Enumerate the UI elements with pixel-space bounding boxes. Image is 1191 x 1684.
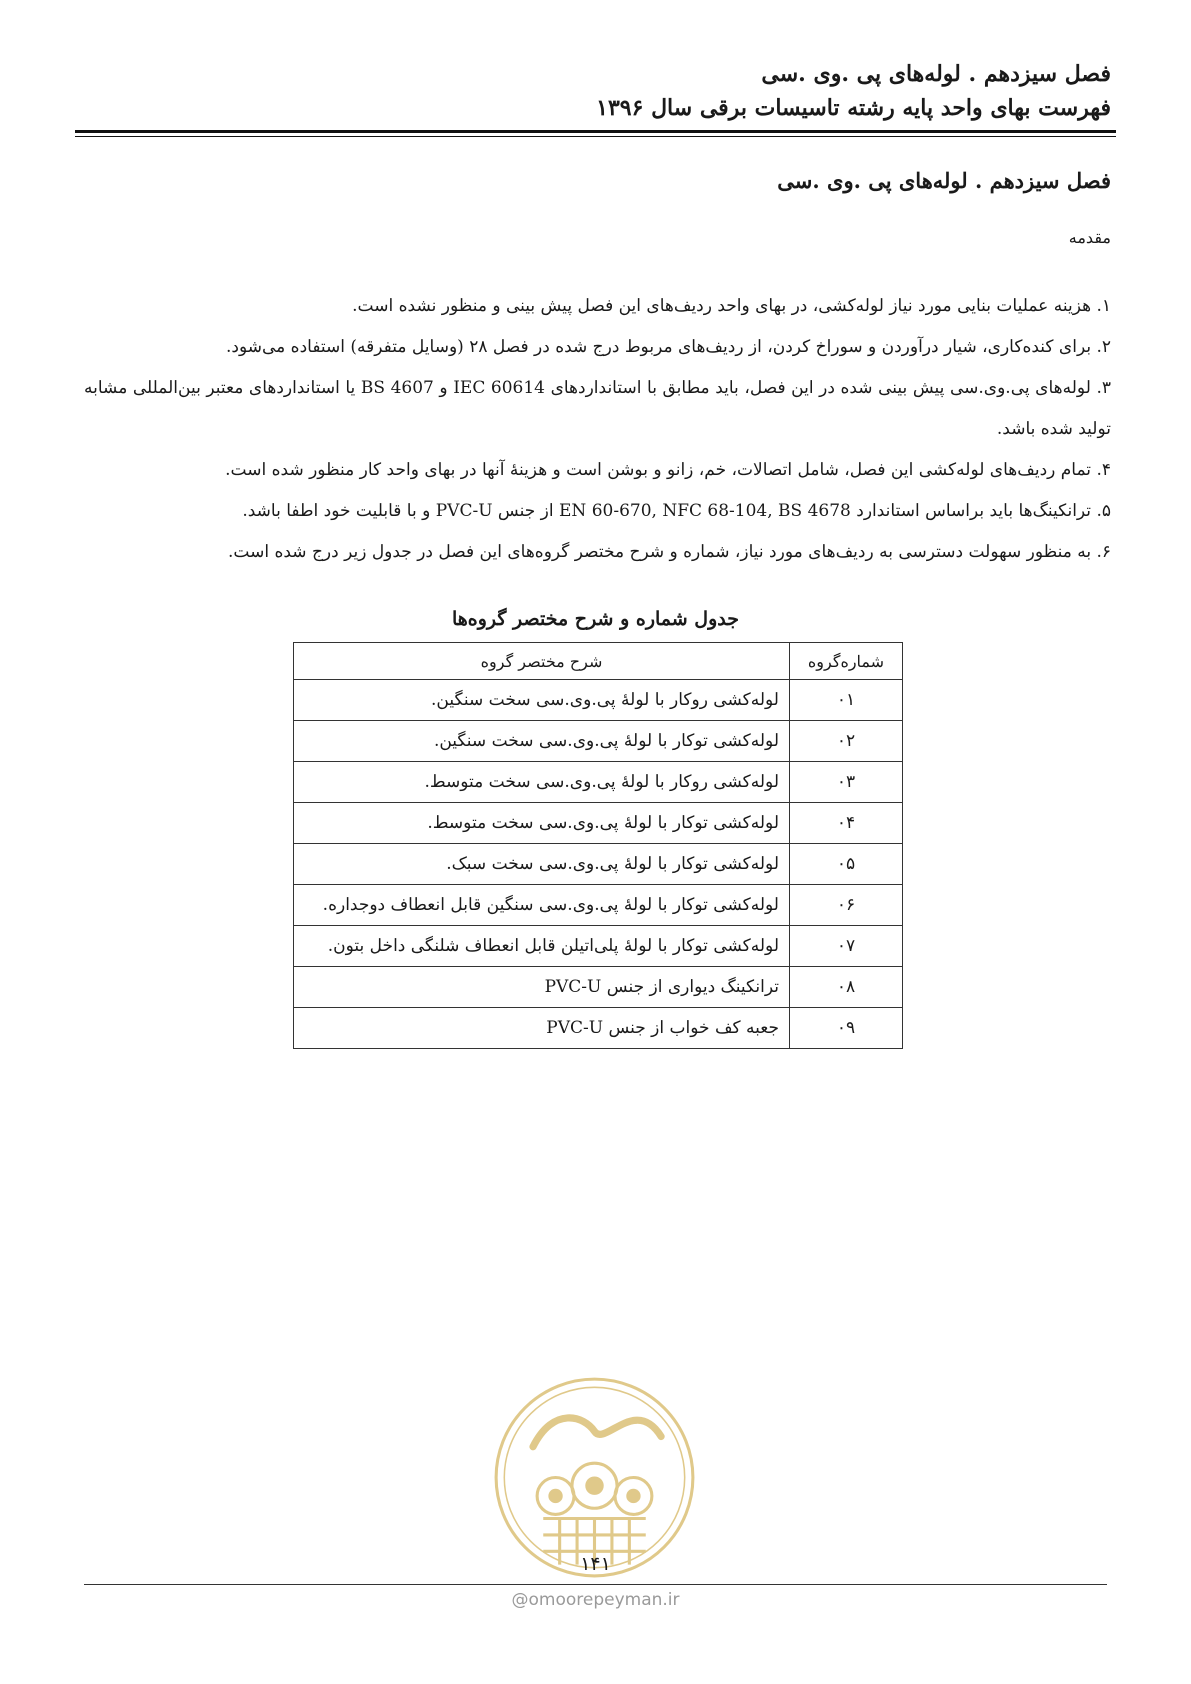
table-row: [294, 721, 903, 762]
header-description: شرح مختصر گروه: [294, 643, 790, 680]
group-number: ۰۵: [790, 844, 903, 885]
intro-label: مقدمه: [1068, 228, 1111, 247]
table-header-row: [294, 643, 903, 680]
copyright-icon: @: [511, 1590, 529, 1610]
intro-list: [84, 286, 1111, 573]
table-row: [294, 680, 903, 721]
group-description: ترانکینگ دیواری از جنس PVC-U: [294, 967, 790, 1008]
header-number: شماره‌گروه: [790, 643, 903, 680]
group-description: لوله‌کشی توکار با لولهٔ پی.وی.سی سخت متوسط.: [294, 803, 790, 844]
header-rule-thick: [75, 130, 1116, 133]
intro-item-1: ۱. هزینه عملیات بنایی مورد نیاز لوله‌کشی، در بهای واحد ردیف‌های این فصل پیش بینی و منظور نشده است.: [352, 296, 1111, 316]
table-row: [294, 844, 903, 885]
group-description: لوله‌کشی توکار با لولهٔ پلی‌اتیلن قابل انعطاف شلنگی داخل بتون.: [294, 926, 790, 967]
groups-table: [293, 642, 903, 1049]
group-description: لوله‌کشی روکار با لولهٔ پی.وی.سی سخت سنگین.: [294, 680, 790, 721]
footer-url: @omoorepeyman.ir: [511, 1590, 680, 1610]
intro-item-3: ۳. لوله‌های پی.وی.سی پیش بینی شده در این فصل، باید مطابق با استانداردهای IEC 60614 و BS 4607 یا استانداردهای معتبر بین‌المللی مشابه تولید شده باشد.: [84, 378, 1111, 439]
group-number: ۰۴: [790, 803, 903, 844]
group-number: ۰۳: [790, 762, 903, 803]
table-title: جدول شماره و شرح مختصر گروه‌ها: [451, 608, 740, 630]
chapter-title: فصل سیزدهم . لوله‌های پی .وی .سی: [777, 168, 1111, 193]
group-number: ۰۷: [790, 926, 903, 967]
table-row: [294, 885, 903, 926]
group-description: لوله‌کشی توکار با لولهٔ پی.وی.سی سنگین قابل انعطاف دوجداره.: [294, 885, 790, 926]
table-row: [294, 1008, 903, 1049]
group-number: ۰۸: [790, 967, 903, 1008]
group-number: ۰۲: [790, 721, 903, 762]
group-number: ۰۶: [790, 885, 903, 926]
group-description: لوله‌کشی توکار با لولهٔ پی.وی.سی سخت سبک.: [294, 844, 790, 885]
group-description: لوله‌کشی توکار با لولهٔ پی.وی.سی سخت سنگین.: [294, 721, 790, 762]
running-header: [596, 58, 1111, 126]
group-description: جعبه کف خواب از جنس PVC-U: [294, 1008, 790, 1049]
page-number: ۱۴۱: [580, 1553, 611, 1575]
intro-item-2: ۲. برای کنده‌کاری، شیار درآوردن و سوراخ کردن، از ردیف‌های مربوط درج شده در فصل ۲۸ (وسایل متفرقه) استفاده می‌شود.: [225, 337, 1111, 357]
group-number: ۰۱: [790, 680, 903, 721]
table-row: [294, 803, 903, 844]
footer-rule: [84, 1584, 1107, 1585]
header-book-title: فهرست بهای واحد پایه رشته تاسیسات برقی سال ۱۳۹۶: [596, 95, 1111, 121]
group-number: ۰۹: [790, 1008, 903, 1049]
table-row: [294, 967, 903, 1008]
table-row: [294, 926, 903, 967]
header-rule-thin: [75, 136, 1116, 137]
intro-item-4: ۴. تمام ردیف‌های لوله‌کشی این فصل، شامل اتصالات، خم، زانو و بوشن است و هزینهٔ آنها در بهای واحد کار منظور شده است.: [225, 460, 1111, 480]
seal-watermark-icon: [492, 1375, 697, 1580]
table-row: [294, 762, 903, 803]
header-chapter: فصل سیزدهم . لوله‌های پی .وی .سی: [761, 61, 1111, 87]
group-description: لوله‌کشی روکار با لولهٔ پی.وی.سی سخت متوسط.: [294, 762, 790, 803]
intro-item-5: ۵. ترانکینگ‌ها باید براساس استاندارد EN 60-670, NFC 68-104, BS 4678 از جنس PVC-U و با قابلیت خود اطفا باشد.: [242, 501, 1111, 521]
intro-item-6: ۶. به منظور سهولت دسترسی به ردیف‌های مورد نیاز، شماره و شرح مختصر گروه‌های این فصل در جدول زیر درج شده است.: [228, 542, 1111, 562]
